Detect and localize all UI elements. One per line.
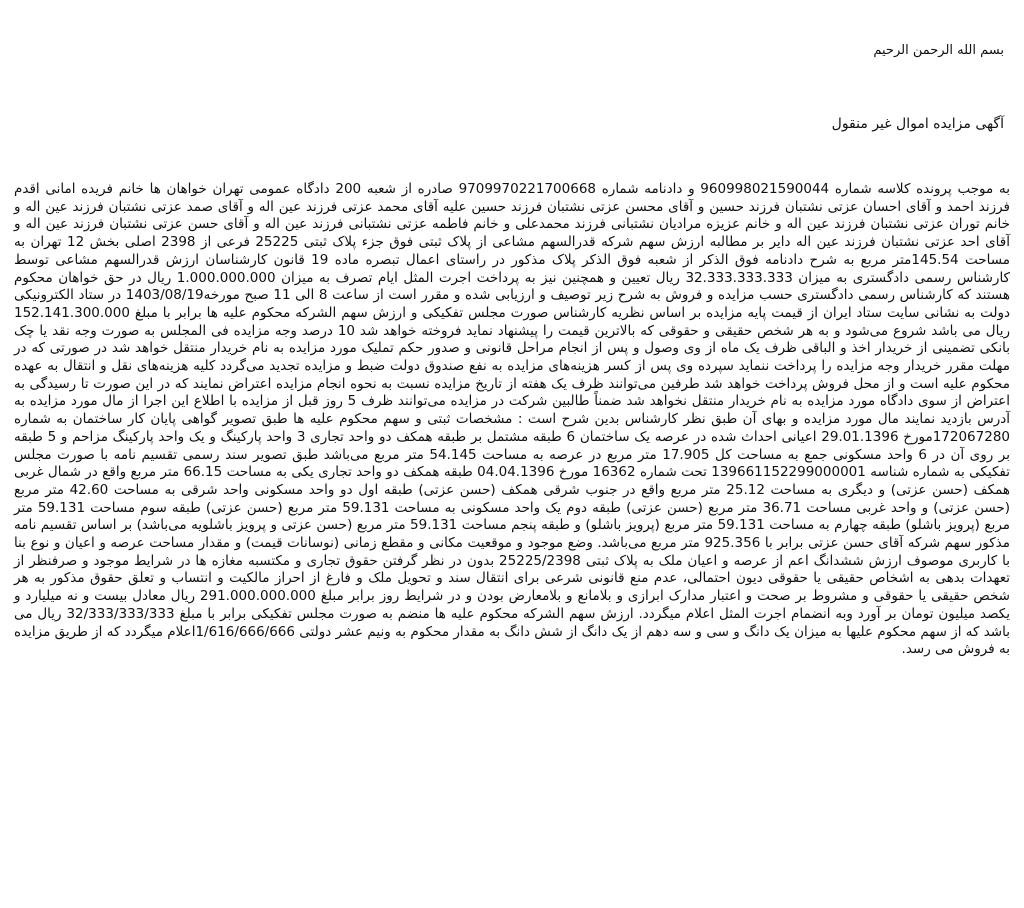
- basmala-heading: بسم الله الرحمن الرحیم: [873, 43, 1004, 58]
- notice-body-text: به موجب پرونده کلاسه شماره 960998021590044 و دادنامه شماره 9709970221700668 صادره از شعبه 200 دادگاه عمومی تهران خواهان ها خانم فریده امانی اقدم فرزند احمد و آقای احسان عزتی نشتبان فرزند حسین و آقای محسن عزتی نشتبان فرزند حسین علیه آقای محمد عزتی فرزند عین اله و آقای صمد عزتی نشتبان فرزند عین اله و خانم توران عزتی نشتبان فرزند عین اله و خانم عزیزه مرادیان نشتبانی فرزند محمدعلی و خانم فاطمه عزتی نشتبانی فرزند عین اله و آقای حسن عزتی نشتبان فرزند عین اله و آقای احد عزتی نشتبان فرزند عین اله دایر بر مطالبه ارزش سهم شرکه قدرالسهم مشاعی از پلاک ثبتی فوق جزء پلاک ثبتی 25225 فرعی از 2398 اصلی بخش 12 تهران به مساحت 145.54متر مربع به شرح دادنامه فوق الذکر از شعبه فوق الذکر پلاک مذکور در راستای اعمال تبصره ماده 19 قانون کارشناسان ارزش قدرالسهم مشاعی توسط کارشناس رسمی دادگستری به میزان 32.333.333.333 ریال تعیین و همچنین نیز به پرداخت اجرت المثل ایام تصرف به میزان 1.000.000.000 ریال در حق خواهان محکوم هستند که کارشناس رسمی دادگستری حسب مزایده و فروش به شرح زیر توصیف و ارزیابی شده و مقرر است از ساعت 8 الی 11 صبح مورخه1403/08/19 در ستاد الکترونیکی دولت به نشانی سایت ستاد ایران از قیمت پایه مزایده بر اساس نظریه کارشناس صورت مجلس تفکیکی و ارزش سهم الشرکه محکوم علیه ها برابر با مبلغ 152.141.300.000 ریال می باشد شروع می‌شود و به هر شخص حقیقی و حقوقی که بالاترین قیمت را پیشنهاد نماید فروخته خواهد شد 10 درصد وجه مزایده فی المجلس به صورت وجه نقد یا چک بانکی تضمینی از خریدار اخذ و الباقی ظرف یک ماه از وی وصول و پس از انجام مراحل قانونی و صدور حکم تملیک مورد مزایده به نام خریدار منتقل خواهد شد در صورتی که در مهلت مقرر خریدار وجه مزایده را پرداخت ننماید سپرده وی پس از کسر هزینه‌های مزایده به نفع صندوق دولت ضبط و مزایده تجدید می‌گردد کلیه هزینه‌های نقل و انتقال به عهده محکوم علیه است و از محل فروش پرداخت خواهد شد طرفین می‌توانند ظرف یک هفته از تاریخ مزایده نسبت به نحوه انجام مزایده اعتراض نمایند که در این صورت تا رسیدگی به اعتراض از سوی دادگاه مورد مزایده به نام خریدار منتقل نخواهد شد ضمناً طالبین شرکت در مزایده می‌توانند ظرف 5 روز قبل از مزایده با اطلاع این اجرا از مال مورد مزایده به آدرس بازدید نمایند مال مورد مزایده و بهای آن طبق نظر کارشناس بدین شرح است : مشخصات ثبتی و سهم محکوم علیه ها طبق تصویر گواهی پایان کار ساختمان به شماره 172067280مورخ 29.01.1396 اعیانی احداث شده در عرصه یک ساختمان 6 طبقه مشتمل بر طبقه همکف دو واحد تجاری 3 واحد پارکینگ و یک واحد پارکینگ مزاحم و 5 طبقه بر روی آن در 6 واحد مسکونی جمع به مساحت کل 17.905 متر مربع در عرصه به مساحت 54.145 متر مربع می‌باشد طبق تصویر سند رسمی تقسیم نامه با صورت مجلس تفکیکی به شماره شناسه 13966115229900000‌1 تحت شماره 16362 مورخ 04.04.1396 طبقه همکف دو واحد تجاری یکی به مساحت 66.15 متر مربع واقع در شمال غربی همکف (حسن عزتی) و دیگری به مساحت 25.12 متر مربع واقع در جنوب شرقی همکف (حسن عزتی) طبقه اول دو واحد مسکونی واحد شرقی به مساحت 42.60 متر مربع (حسن عزتی) و واحد غربی مساحت 36.71 متر مربع (حسن عزتی) طبقه دوم یک واحد مسکونی به مساحت 59.131 متر مربع (حسن عزتی) طبقه سوم مساحت 59.131 متر مربع (پرویز باشلو) طبقه چهارم به مساحت 59.131 متر مربع (پرویز باشلو) و طبقه پنجم مساحت 59.131 متر مربع (حسن عزتی و پرویز باشلویه می‌باشد) بر اساس تقسیم نامه مذکور سهم شرکه آقای حسن عزتی برابر با 925.356 متر مربع می‌باشد. وضع موجود و موقعیت مکانی و مقطع زمانی (نوسانات قیمت) و مقدار مساحت عرصه و اعیان و نوع بنا با کاربری موصوف ارزش ششدانگ اعم از عرصه و اعیان ملک به پلاک ثبتی 25225/2398 بدون در نظر گرفتن حقوق تجاری و مکتسبه مغازه ها در شرایط موجود و صرفنظر از تعهدات بدهی به اشخاص حقیقی یا حقوقی دیون احتمالی، عدم منع قانونی شرعی برای انتقال سند و تحویل ملک و فارغ از احراز مالکیت و انتساب و تعلق حقوق مذکور به هر شخص حقیقی یا حقوقی و مشروط بر صحت و اعتبار مدارک ابرازی و بلامانع و بلامعارض بودن و در شرایط روز برابر مبلغ 291.000.000.000 ریال معادل بیست و نه میلیارد و یکصد میلیون تومان بر آورد وبه انضمام اجرت المثل اعلام میگردد. ارزش سهم الشرکه محکوم علیه ها منضم به صورت مجلس تفکیکی برابر با مبلغ 32/333/333/333 ریال می باشد که از سهم محکوم علیها به میزان یک دانگ و سی و سه دهم از یک دانگ از شش دانگ به مقدار محکوم به ونیم عشر دولتی 1/616/666/666اعلام میگردد که از طریق مزایده به فروش می رسد.: [14, 181, 1011, 658]
- notice-title: آگهی مزایده اموال غیر منقول: [831, 116, 1004, 132]
